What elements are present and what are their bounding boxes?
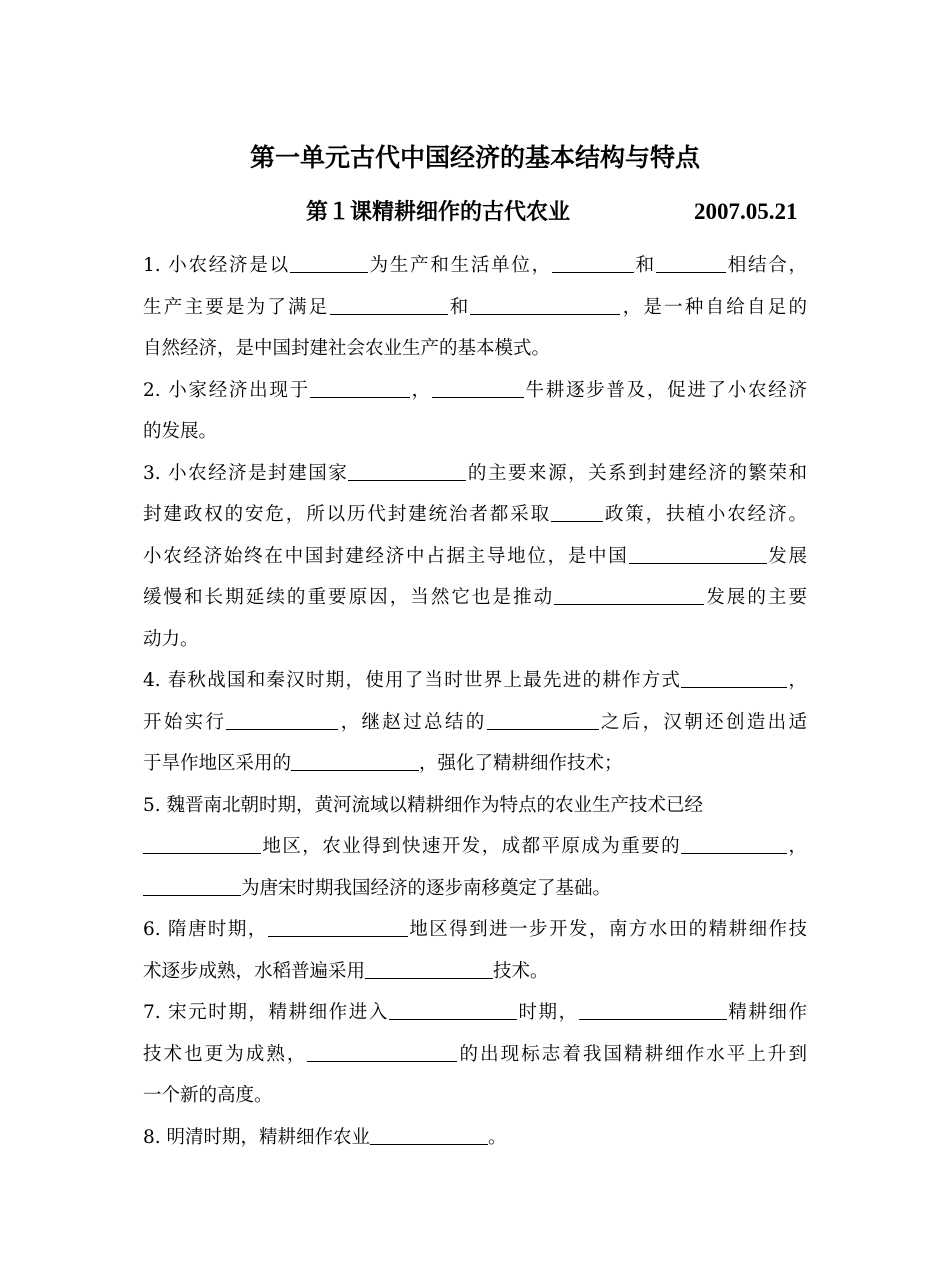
question-line: 8. 明清时期，精耕细作农业 。 <box>143 1126 507 1148</box>
answer-blank[interactable] <box>330 296 448 315</box>
question-line: 自然经济，是中国封建社会农业生产的基本模式。 <box>143 338 551 359</box>
question-7 <box>143 992 807 1117</box>
question-3 <box>143 453 807 661</box>
answer-blank[interactable] <box>681 669 787 688</box>
question-line: 3. 小农经济是封建国家 的主要来源，关系到封建经济的繁荣和 <box>143 462 807 484</box>
answer-blank[interactable] <box>268 918 408 937</box>
answer-blank[interactable] <box>487 711 599 730</box>
question-line: 封建政权的安危，所以历代封建统治者都采取 政策，扶植小农经济。 <box>143 504 807 525</box>
question-line: 技术也更为成熟， 的出现标志着我国精耕细作水平上升到 <box>143 1043 807 1065</box>
question-line: 于旱作地区采用的 ，强化了精耕细作技术； <box>143 753 623 774</box>
answer-blank[interactable] <box>552 254 634 273</box>
question-line: 术逐步成熟，水稻普遍采用 技术。 <box>143 960 549 982</box>
answer-blank[interactable] <box>307 1043 457 1062</box>
question-2 <box>143 370 807 453</box>
question-line: 开始实行 ，继赵过总结的 之后，汉朝还创造出适 <box>143 711 807 733</box>
question-line: 2. 小家经济出现于 ， 牛耕逐步普及，促进了小农经济 <box>143 379 807 401</box>
question-line: 缓慢和长期延续的重要原因，当然它也是推动 发展的主要 <box>143 587 807 608</box>
answer-blank[interactable] <box>310 379 410 398</box>
answer-blank[interactable] <box>143 877 241 896</box>
answer-blank[interactable] <box>291 752 419 771</box>
answer-blank[interactable] <box>370 1126 488 1145</box>
question-line: 一个新的高度。 <box>143 1085 273 1106</box>
question-line: 1. 小农经济是以 为生产和生活单位， 和 相结合， <box>143 255 807 276</box>
answer-blank[interactable] <box>290 254 368 273</box>
answer-blank[interactable] <box>348 462 466 481</box>
answer-blank[interactable] <box>470 296 620 315</box>
question-line: 5. 魏晋南北朝时期，黄河流域以精耕细作为特点的农业生产技术已经 <box>143 794 704 816</box>
question-list <box>143 245 807 1158</box>
lesson-title: 第１课精耕细作的古代农业 <box>306 199 571 225</box>
question-8 <box>143 1117 807 1159</box>
question-5 <box>143 785 807 910</box>
answer-blank[interactable] <box>629 545 767 564</box>
answer-blank[interactable] <box>389 1001 517 1020</box>
answer-blank[interactable] <box>226 711 338 730</box>
answer-blank[interactable] <box>432 379 524 398</box>
question-line: 的发展。 <box>143 421 218 442</box>
question-4 <box>143 660 807 785</box>
question-line: 为唐宋时期我国经济的逐步南移奠定了基础。 <box>143 868 807 910</box>
answer-blank[interactable] <box>656 254 726 273</box>
answer-blank[interactable] <box>579 1001 727 1020</box>
answer-blank[interactable] <box>681 835 787 854</box>
date-label: 2007.05.21 <box>694 199 798 224</box>
question-line: 生产主要是为了满足 和 ，是一种自给自足的 <box>143 296 807 318</box>
question-line: 地区，农业得到快速开发，成都平原成为重要的 ， <box>143 826 807 868</box>
answer-blank[interactable] <box>143 835 261 854</box>
answer-blank[interactable] <box>365 960 493 979</box>
answer-blank[interactable] <box>554 586 704 605</box>
question-line: 7. 宋元时期，精耕细作进入 时期， 精耕细作 <box>143 1002 807 1023</box>
question-line: 6. 隋唐时期， 地区得到进一步开发，南方水田的精耕细作技 <box>143 919 807 940</box>
question-line: 小农经济始终在中国封建经济中占据主导地位，是中国 发展 <box>143 545 807 567</box>
question-1 <box>143 245 807 370</box>
question-line: 动力。 <box>143 628 199 650</box>
question-6 <box>143 909 807 992</box>
unit-title: 第一单元古代中国经济的基本结构与特点 <box>249 143 700 172</box>
answer-blank[interactable] <box>551 503 603 522</box>
question-line: 4. 春秋战国和秦汉时期，使用了当时世界上最先进的耕作方式 ， <box>143 670 807 691</box>
